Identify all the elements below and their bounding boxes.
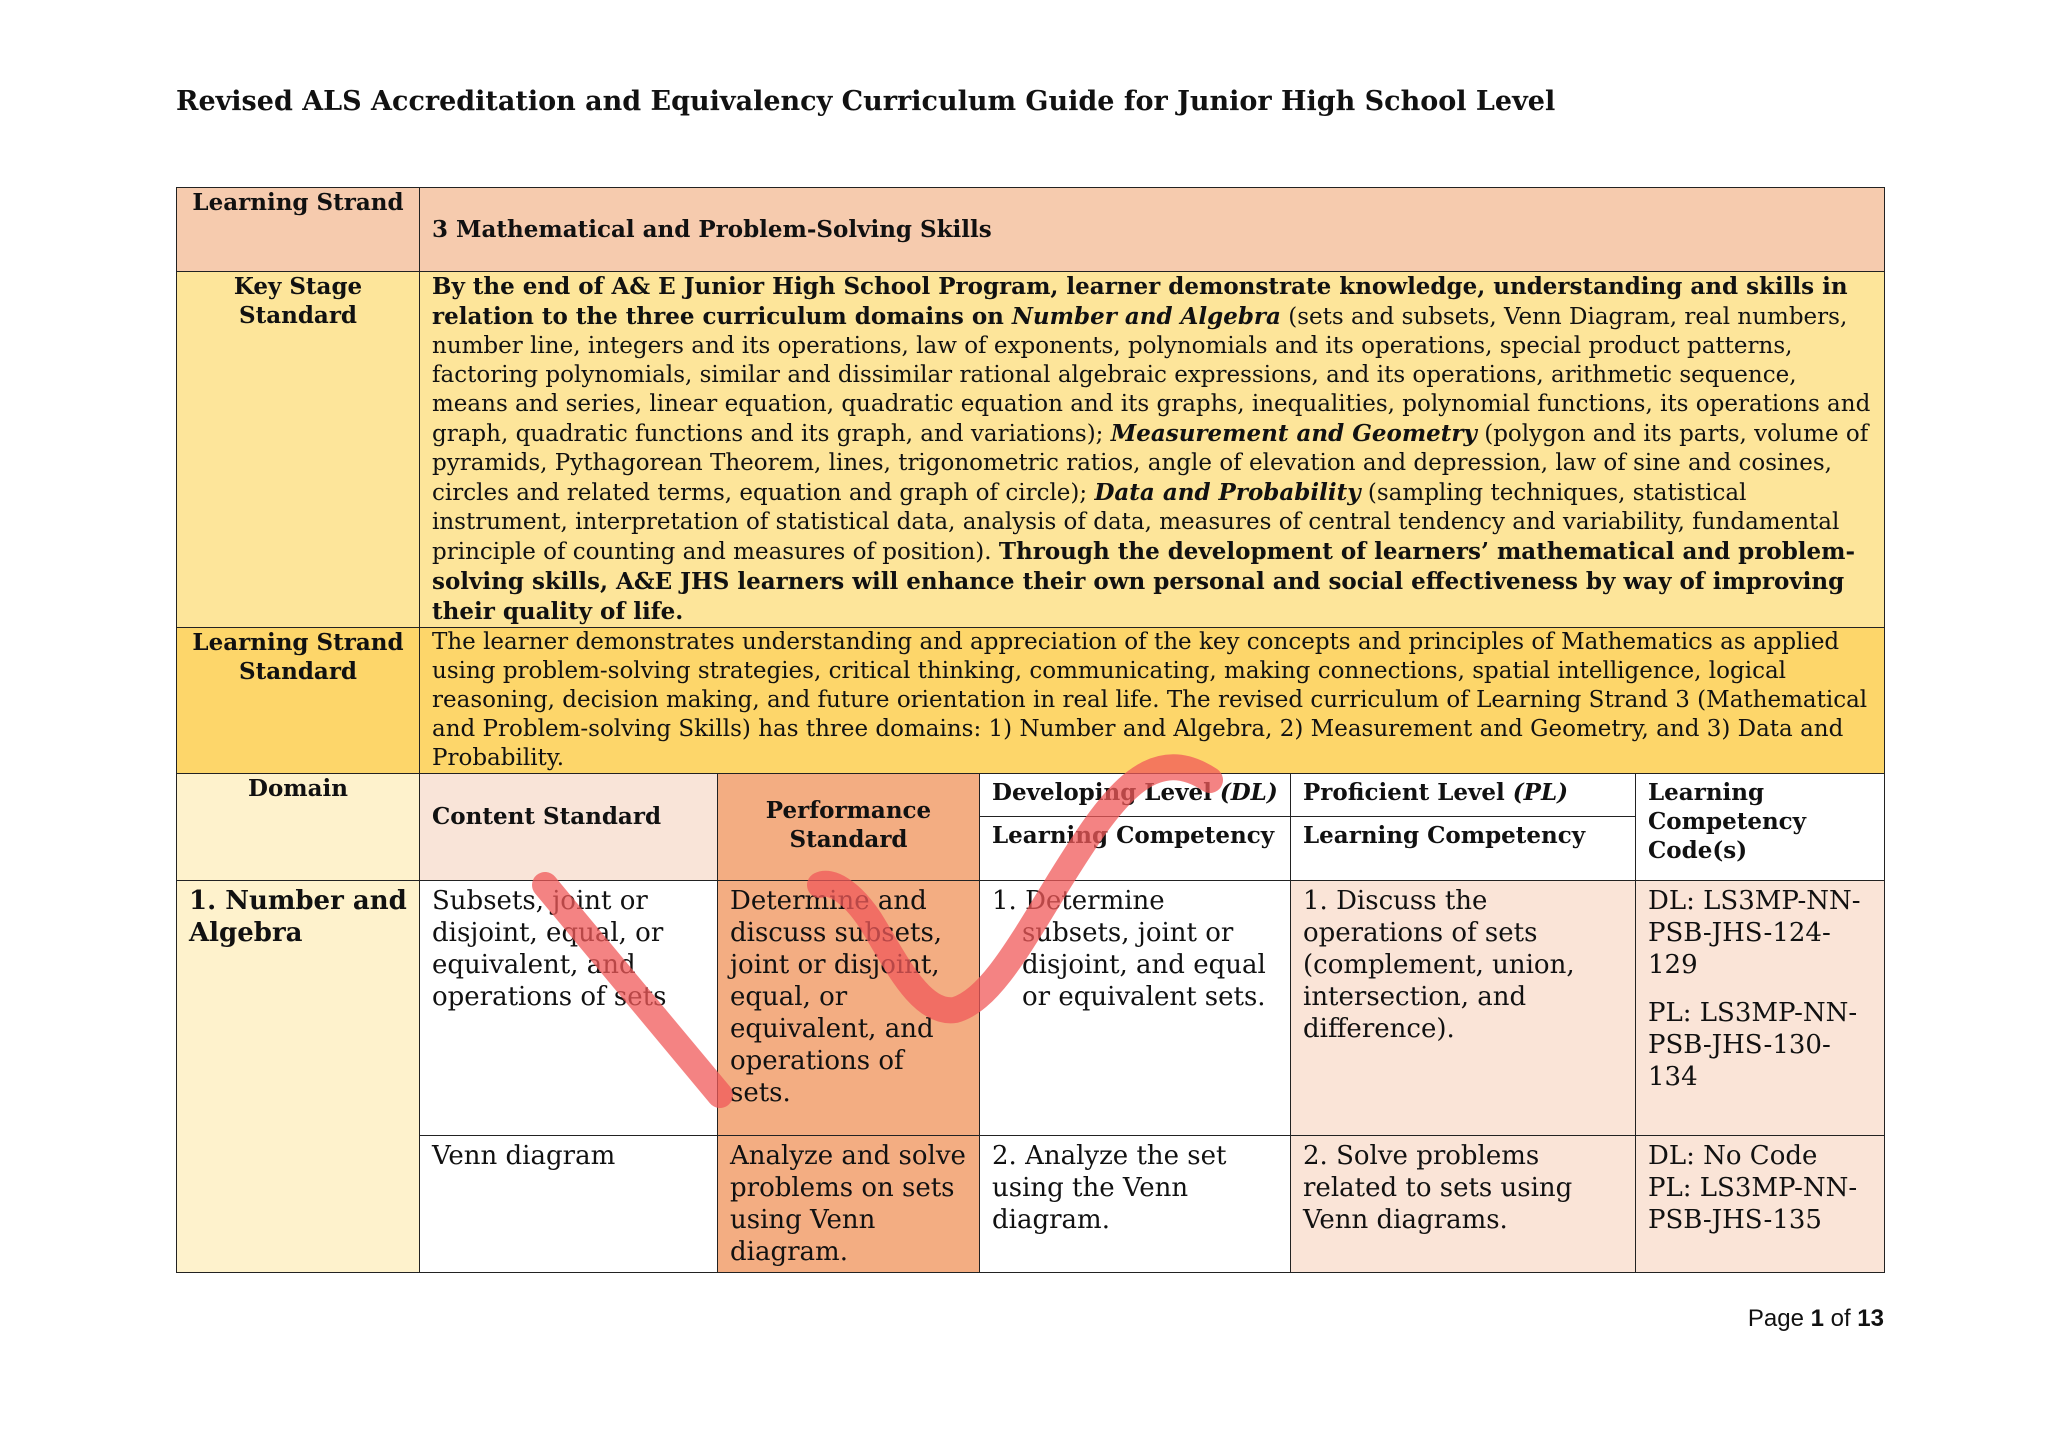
- domain-name: 1. Number and Algebra: [189, 886, 407, 948]
- domain-name-cell: [177, 881, 420, 1273]
- performance-cell: [718, 1136, 980, 1273]
- code-dl: DL: No Code: [1648, 1141, 1818, 1171]
- code-cell: [1636, 1136, 1885, 1273]
- developing-level-abbr: (DL): [1219, 779, 1278, 806]
- pl-cell: [1291, 1136, 1636, 1273]
- performance-standard-header-cell: [718, 774, 980, 881]
- performance-standard-text: Determine and discuss subsets, joint or disjoint, equal, or equivalent, and operations of sets.: [730, 886, 943, 1108]
- code-header-cell: [1636, 774, 1885, 881]
- curriculum-table: [176, 187, 1885, 1273]
- ls-standard-row: [177, 628, 1885, 774]
- code-cell: [1636, 881, 1885, 1136]
- pl-cell: [1291, 881, 1636, 1136]
- developing-level-header: Developing Level (DL): [992, 779, 1278, 806]
- pl-competency-header: Learning Competency: [1303, 822, 1586, 849]
- current-page: 1: [1810, 1305, 1824, 1332]
- developing-level-header-cell: [980, 774, 1291, 817]
- proficient-level-header-cell: [1291, 774, 1636, 817]
- table-row: [177, 881, 1885, 1136]
- domain-header-cell: [177, 774, 420, 881]
- performance-standard-header: Performance Standard: [765, 797, 932, 853]
- content-cell: [420, 881, 718, 1136]
- key-stage-paragraph: [420, 272, 1884, 627]
- ls-standard-label-cell: [177, 628, 420, 774]
- domain-data-probability: Data and Probability: [1094, 479, 1361, 506]
- ls-standard-text: The learner demonstrates understanding and appreciation of the key concepts and principles of Mathematics as applied using problem-solving strategies, critical thinking, communicating, making connections, spatial intelligence, logical reasoning, decision making, and future orientation in real life. The revised curriculum of Learning Strand 3 (Mathematical and Problem-solving Skills) has three domains: 1) Number and Algebra, 2) Measurement and Geometry, and 3) Data and Probability.: [432, 629, 1868, 771]
- domain-number-algebra: Number and Algebra: [1011, 303, 1281, 330]
- ls-standard-text-cell: [420, 628, 1885, 774]
- key-stage-row: [177, 272, 1885, 628]
- key-stage-text-cell: [420, 272, 1885, 628]
- code-pl: PL: LS3MP-NN-PSB-JHS-135: [1648, 1173, 1858, 1235]
- page-number: Page 1 of 13: [1747, 1305, 1884, 1332]
- table-row: [177, 1136, 1885, 1273]
- code-header: Learning Competency Code(s): [1648, 779, 1807, 864]
- dl-competency-header-cell: [980, 817, 1291, 881]
- domain-measurement-geometry: Measurement and Geometry: [1110, 420, 1477, 447]
- domain-header: Domain: [248, 775, 348, 802]
- dl-cell: [980, 881, 1291, 1136]
- key-stage-measurement-details: (polygon and its parts, volume of pyramids, Pythagorean Theorem, lines, trigonometric ratios, angle of elevation and depression, law of sine and cosines, circles and related terms, equation and graph of circle);: [432, 421, 1869, 506]
- learning-strand-label-cell: [177, 188, 420, 272]
- key-stage-label-cell: [177, 272, 420, 628]
- key-stage-intro: By the end of A& E Junior High School Program, learner demonstrate knowledge, understanding and skills in relation to the three curriculum domains on: [432, 273, 1848, 330]
- learning-strand-label: Learning Strand: [192, 189, 404, 216]
- performance-cell: [718, 881, 980, 1136]
- pl-competency-header-cell: [1291, 817, 1636, 881]
- ls-standard-label: Learning Strand Standard: [192, 629, 404, 685]
- column-header-row: [177, 774, 1885, 817]
- content-standard-header: Content Standard: [432, 803, 662, 830]
- content-cell: [420, 1136, 718, 1273]
- key-stage-label: Key Stage Standard: [233, 273, 363, 329]
- proficient-level-abbr: (PL): [1512, 779, 1568, 806]
- content-standard-header-cell: [420, 774, 718, 881]
- learning-strand-row: [177, 188, 1885, 272]
- dl-competency-text: 2. Analyze the set using the Venn diagram.: [992, 1141, 1227, 1235]
- code-dl: DL: LS3MP-NN-PSB-JHS-124-129: [1648, 886, 1861, 980]
- total-pages: 13: [1857, 1305, 1884, 1332]
- learning-strand-value: 3 Mathematical and Problem-Solving Skills: [432, 216, 992, 243]
- performance-standard-text: Analyze and solve problems on sets using Venn diagram.: [730, 1141, 966, 1267]
- dl-cell: [980, 1136, 1291, 1273]
- key-stage-number-algebra-details: (sets and subsets, Venn Diagram, real numbers, number line, integers and its operations, law of exponents, polynomials and its operations, special product patterns, factoring polynomials, similar and dissimilar rational algebraic expressions, and its operations, arithmetic sequence, means and series, linear equation, quadratic equation and its graphs, inequalities, polynomial functions, its operations and graph, quadratic functions and its graph, and variations);: [432, 304, 1871, 447]
- pl-competency-text: 2. Solve problems related to sets using Venn diagrams.: [1303, 1141, 1573, 1235]
- pl-competency-text: 1. Discuss the operations of sets (complement, union, intersection, and difference).: [1303, 886, 1575, 1044]
- dl-competency-text: 1. Determine subsets, joint or disjoint, and equal or equivalent sets.: [992, 886, 1266, 1012]
- code-pl: PL: LS3MP-NN-PSB-JHS-130-134: [1648, 998, 1858, 1092]
- document-title: Revised ALS Accreditation and Equivalency Curriculum Guide for Junior High School Level: [176, 86, 1556, 117]
- proficient-level-header: Proficient Level (PL): [1303, 779, 1568, 806]
- content-standard-text: Subsets, joint or disjoint, equal, or equivalent, and operations of sets: [432, 886, 667, 1012]
- key-stage-data-details: (sampling techniques, statistical instrument, interpretation of statistical data, analysis of data, measures of central tendency and variability, fundamental principle of counting and measures of position).: [432, 480, 1840, 565]
- dl-competency-header: Learning Competency: [992, 822, 1275, 849]
- content-standard-text: Venn diagram: [432, 1141, 616, 1171]
- key-stage-closing: Through the development of learners’ mathematical and problem-solving skills, A&E JHS learners will enhance their own personal and social effectiveness by way of improving their quality of life.: [432, 538, 1856, 625]
- learning-strand-value-cell: [420, 188, 1885, 272]
